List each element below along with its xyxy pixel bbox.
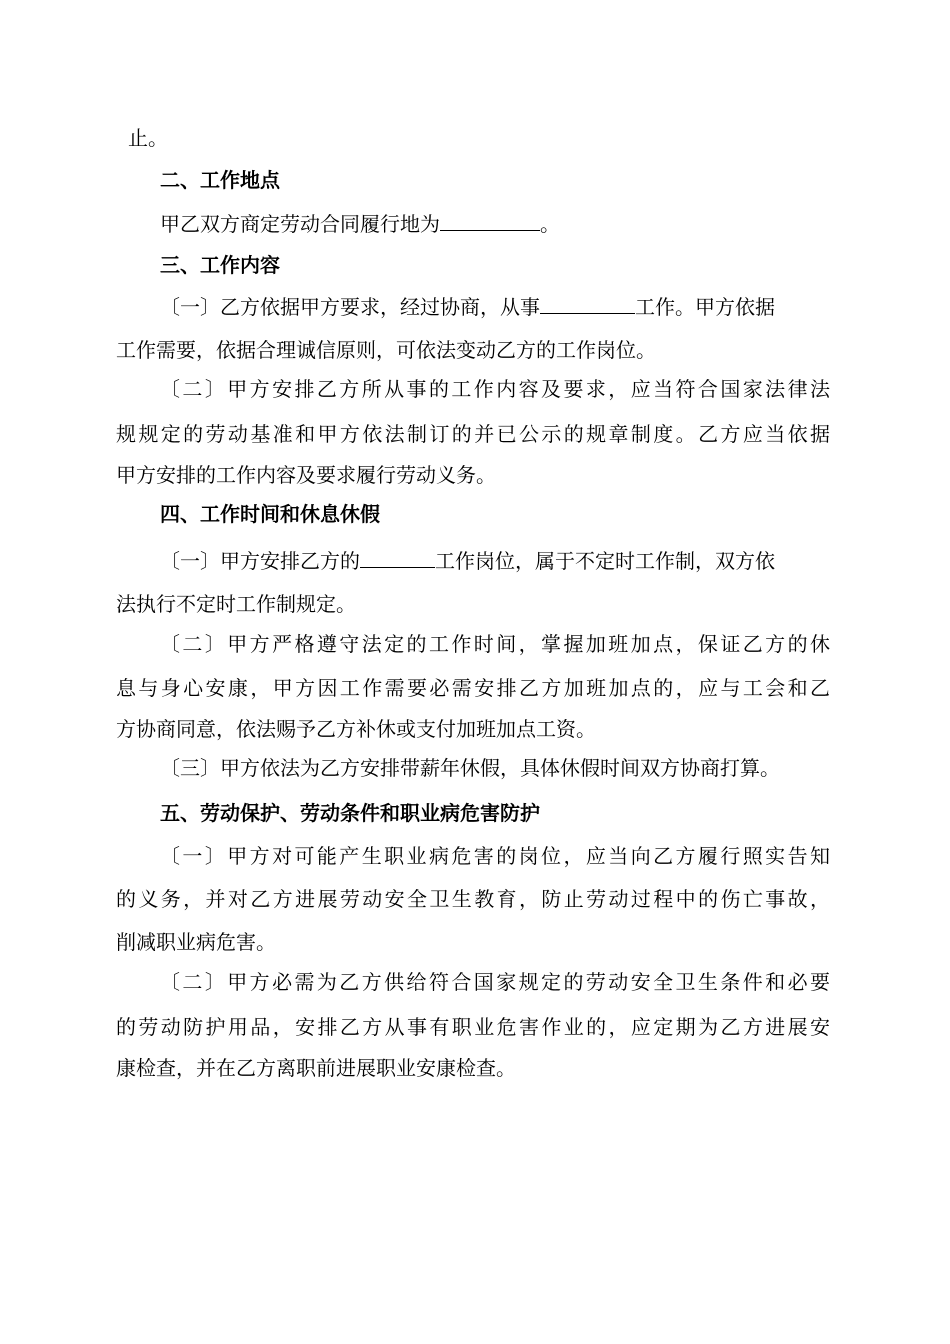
text-line: 〔二〕甲方严格遵守法定的工作时间，掌握加班加点，保证乙方的休	[160, 632, 830, 656]
text-line: 〔一〕甲方对可能产生职业病危害的岗位，应当向乙方履行照实告知	[160, 844, 830, 868]
text-segment: 工作岗位，属于不定时工作制，双方依	[435, 549, 775, 573]
text-line: 法执行不定时工作制规定。	[116, 592, 356, 616]
text-line: 康检查，并在乙方离职前进展职业安康检查。	[116, 1056, 516, 1080]
text-line: 工作需要，依据合理诚信原则，可依法变动乙方的工作岗位。	[116, 338, 656, 362]
section-heading-work-location: 二、工作地点	[160, 168, 280, 192]
text-line: 〔二〕甲方安排乙方所从事的工作内容及要求，应当符合国家法律法	[160, 377, 830, 401]
fill-in-blank-position	[360, 545, 435, 568]
text-segment: 〔一〕甲方安排乙方的	[160, 549, 360, 573]
fill-in-blank-job	[540, 291, 635, 314]
text-line: 〔三〕甲方依法为乙方安排带薪年休假，具体休假时间双方协商打算。	[160, 756, 780, 780]
text-segment: 工作。甲方依据	[635, 295, 775, 319]
text-line: 规规定的劳动基准和甲方依法制订的并已公示的规章制度。乙方应当依据	[116, 422, 830, 446]
text-line	[160, 208, 560, 238]
fill-in-blank-location	[440, 208, 540, 231]
text-line: 止。	[128, 126, 168, 150]
text-line	[160, 291, 775, 321]
text-line: 〔二〕甲方必需为乙方供给符合国家规定的劳动安全卫生条件和必要	[160, 970, 830, 994]
text-segment: 。	[540, 212, 560, 236]
section-heading-work-content: 三、工作内容	[160, 253, 280, 277]
text-line: 的义务，并对乙方进展劳动安全卫生教育，防止劳动过程中的伤亡事故，	[116, 887, 830, 911]
text-line	[160, 545, 775, 575]
text-line: 削减职业病危害。	[116, 930, 276, 954]
text-line: 息与身心安康，甲方因工作需要必需安排乙方加班加点的，应与工会和乙	[116, 676, 830, 700]
text-segment: 甲乙双方商定劳动合同履行地为	[160, 212, 440, 236]
text-segment: 〔一〕乙方依据甲方要求，经过协商，从事	[160, 295, 540, 319]
section-heading-labor-protection: 五、劳动保护、劳动条件和职业病危害防护	[160, 801, 540, 825]
text-line: 方协商同意，依法赐予乙方补休或支付加班加点工资。	[116, 717, 596, 741]
text-line: 甲方安排的工作内容及要求履行劳动义务。	[116, 463, 496, 487]
section-heading-work-time: 四、工作时间和休息休假	[160, 502, 380, 526]
text-line: 的劳动防护用品，安排乙方从事有职业危害作业的，应定期为乙方进展安	[116, 1015, 830, 1039]
